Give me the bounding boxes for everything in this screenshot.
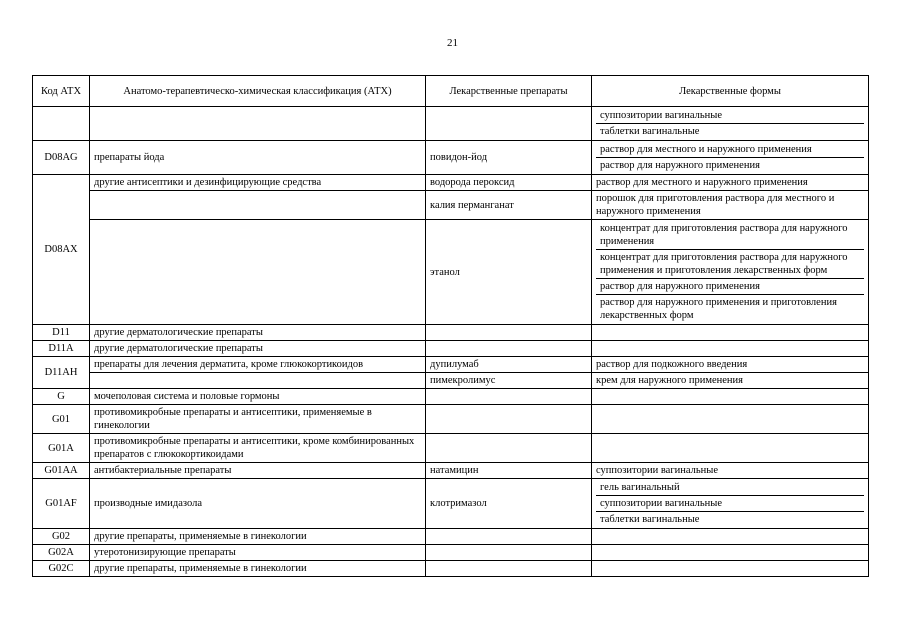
forms-cell: [592, 220, 869, 325]
atc-cell: другие дерматологические препараты: [90, 341, 426, 357]
form-item: суппозитории вагинальные: [600, 110, 722, 121]
drug-cell: пимекролимус: [426, 373, 592, 389]
forms-cell: [592, 141, 869, 175]
drug-cell: [426, 107, 592, 141]
atc-cell: антибактериальные препараты: [90, 463, 426, 479]
code-cell: D08AG: [33, 141, 90, 175]
form-cell: раствор для местного и наружного применения: [592, 175, 869, 191]
atc-cell: другие препараты, применяемые в гинекологии: [90, 561, 426, 577]
drug-cell: [426, 325, 592, 341]
form-item: суппозитории вагинальные: [596, 495, 864, 511]
code-cell: D11: [33, 325, 90, 341]
form-cell: суппозитории вагинальные: [592, 463, 869, 479]
form-item: концентрат для приготовления раствора для наружного применения и приготовления лекарственных форм: [596, 249, 864, 278]
atc-cell: [90, 107, 426, 141]
forms-cell: [592, 479, 869, 529]
drug-cell: [426, 405, 592, 434]
atc-cell: препараты йода: [90, 141, 426, 175]
atc-cell: другие дерматологические препараты: [90, 325, 426, 341]
page-number: 21: [447, 37, 458, 49]
code-cell: G02C: [33, 561, 90, 577]
form-cell: [592, 434, 869, 463]
code-cell: G02: [33, 529, 90, 545]
table-row: [33, 141, 869, 175]
code-cell: G: [33, 389, 90, 405]
atc-cell: производные имидазола: [90, 479, 426, 529]
form-item: раствор для наружного применения и приготовления лекарственных форм: [596, 294, 864, 323]
drug-cell: водорода пероксид: [426, 175, 592, 191]
form-cell: [592, 389, 869, 405]
drug-cell: натамицин: [426, 463, 592, 479]
table-row: [33, 175, 869, 191]
code-cell: D11AH: [33, 357, 90, 389]
code-cell: D11A: [33, 341, 90, 357]
drug-cell: калия перманганат: [426, 191, 592, 220]
drug-cell: [426, 389, 592, 405]
forms-cell: [592, 107, 869, 141]
form-cell: [592, 341, 869, 357]
drug-cell: этанол: [426, 220, 592, 325]
form-cell: [592, 545, 869, 561]
header-code: Код АТХ: [33, 76, 90, 107]
drug-cell: [426, 434, 592, 463]
atc-cell: мочеполовая система и половые гормоны: [90, 389, 426, 405]
form-cell: [592, 561, 869, 577]
atc-cell: [90, 191, 426, 220]
code-cell: [33, 107, 90, 141]
atc-cell: противомикробные препараты и антисептики, применяемые в гинекологии: [90, 405, 426, 434]
form-item: таблетки вагинальные: [596, 511, 864, 527]
form-cell: крем для наружного применения: [592, 373, 869, 389]
form-item: таблетки вагинальные: [596, 123, 864, 139]
drug-cell: [426, 341, 592, 357]
table-row: [33, 191, 869, 220]
drug-cell: повидон-йод: [426, 141, 592, 175]
drug-cell: клотримазол: [426, 479, 592, 529]
form-cell: раствор для подкожного введения: [592, 357, 869, 373]
table-row: [33, 341, 869, 357]
atc-cell: утеротонизирующие препараты: [90, 545, 426, 561]
form-item: концентрат для приготовления раствора для наружного применения: [600, 223, 848, 247]
atc-cell: другие антисептики и дезинфицирующие средства: [90, 175, 426, 191]
table-row: [33, 107, 869, 141]
form-cell: порошок для приготовления раствора для местного и наружного применения: [592, 191, 869, 220]
form-item: раствор для наружного применения: [596, 278, 864, 294]
form-item: раствор для местного и наружного применения: [600, 144, 812, 155]
code-cell: G01AF: [33, 479, 90, 529]
table-row: [33, 405, 869, 434]
form-item: раствор для наружного применения: [596, 157, 864, 173]
table-header-row: [33, 76, 869, 107]
code-cell: G01: [33, 405, 90, 434]
atc-cell: препараты для лечения дерматита, кроме глюкокортикоидов: [90, 357, 426, 373]
code-cell: G02A: [33, 545, 90, 561]
table-row: [33, 529, 869, 545]
drug-cell: дупилумаб: [426, 357, 592, 373]
code-cell: G01AA: [33, 463, 90, 479]
code-cell: G01A: [33, 434, 90, 463]
drug-cell: [426, 529, 592, 545]
table-row: [33, 325, 869, 341]
code-cell: D08AX: [33, 175, 90, 325]
header-drug: Лекарственные препараты: [426, 76, 592, 107]
form-cell: [592, 325, 869, 341]
table-row: [33, 463, 869, 479]
table-row: [33, 357, 869, 373]
drug-cell: [426, 561, 592, 577]
form-cell: [592, 529, 869, 545]
atc-cell: [90, 220, 426, 325]
table-row: [33, 545, 869, 561]
table-row: [33, 479, 869, 529]
table-row: [33, 434, 869, 463]
atc-cell: другие препараты, применяемые в гинекологии: [90, 529, 426, 545]
atx-table: [32, 75, 869, 577]
form-cell: [592, 405, 869, 434]
drug-cell: [426, 545, 592, 561]
atc-cell: [90, 373, 426, 389]
table-row: [33, 220, 869, 325]
header-atc: Анатомо-терапевтическо-химическая классификация (АТХ): [90, 76, 426, 107]
atc-cell: противомикробные препараты и антисептики, кроме комбинированных препаратов с глюкокортикоидами: [90, 434, 426, 463]
table-row: [33, 561, 869, 577]
table-row: [33, 389, 869, 405]
header-forms: Лекарственные формы: [592, 76, 869, 107]
form-item: гель вагинальный: [600, 482, 680, 493]
table-row: [33, 373, 869, 389]
